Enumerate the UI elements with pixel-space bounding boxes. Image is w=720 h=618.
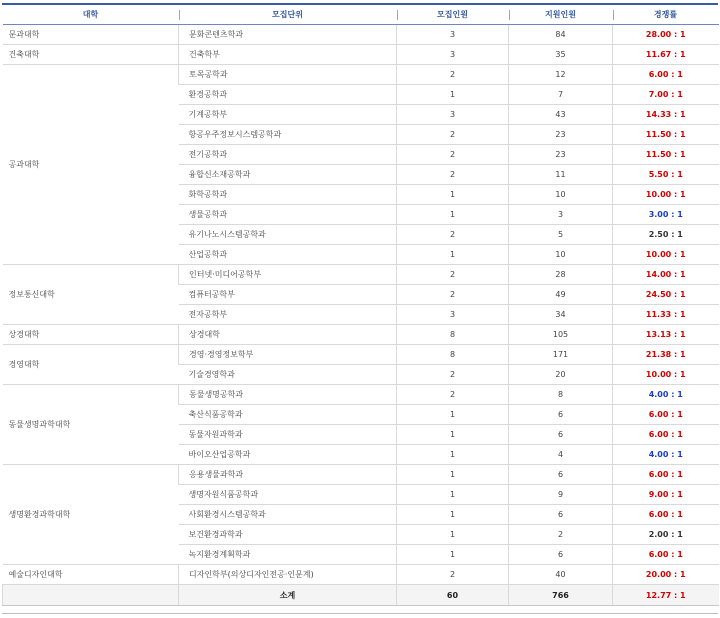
quota-value: 1 bbox=[397, 505, 509, 525]
competition-rate-value: 6.00 : 1 bbox=[613, 65, 719, 85]
applicants-value: 9 bbox=[509, 485, 613, 505]
quota-value: 2 bbox=[397, 125, 509, 145]
table-body bbox=[3, 25, 719, 585]
dept-name: 경영·경영정보학부 bbox=[179, 345, 397, 365]
dept-name: 산업공학과 bbox=[179, 245, 397, 265]
competition-rate-value: 7.00 : 1 bbox=[613, 85, 719, 105]
applicants-value: 105 bbox=[509, 325, 613, 345]
dept-name: 기계공학부 bbox=[179, 105, 397, 125]
competition-rate-value: 2.00 : 1 bbox=[613, 525, 719, 545]
applicants-value: 6 bbox=[509, 425, 613, 445]
table-row bbox=[3, 65, 719, 85]
dept-name: 항공우주정보시스템공학과 bbox=[179, 125, 397, 145]
applicants-value: 20 bbox=[509, 365, 613, 385]
dept-name: 생물공학과 bbox=[179, 205, 397, 225]
header-separator bbox=[613, 10, 614, 20]
header-separator bbox=[397, 10, 398, 20]
table-row bbox=[3, 265, 719, 285]
table-row bbox=[3, 565, 719, 585]
quota-value: 2 bbox=[397, 365, 509, 385]
competition-rate-value: 5.50 : 1 bbox=[613, 165, 719, 185]
competition-rate-value: 9.00 : 1 bbox=[613, 485, 719, 505]
dept-name: 동물자원과학과 bbox=[179, 425, 397, 445]
quota-value: 1 bbox=[397, 405, 509, 425]
table-row bbox=[3, 325, 719, 345]
applicants-value: 28 bbox=[509, 265, 613, 285]
competition-rate-value: 20.00 : 1 bbox=[613, 565, 719, 585]
quota-value: 1 bbox=[397, 185, 509, 205]
header-rate bbox=[613, 5, 719, 25]
dept-name: 인터넷·미디어공학부 bbox=[179, 265, 397, 285]
dept-name: 디자인학부(의상디자인전공·인문계) bbox=[179, 565, 397, 585]
competition-rate-value: 11.50 : 1 bbox=[613, 125, 719, 145]
quota-value: 8 bbox=[397, 325, 509, 345]
quota-value: 1 bbox=[397, 205, 509, 225]
header-separator bbox=[179, 10, 180, 20]
dept-name: 기술경영학과 bbox=[179, 365, 397, 385]
total-label: 소계 bbox=[179, 585, 397, 606]
header-quota-label: 모집인원 bbox=[437, 10, 468, 19]
dept-name: 토목공학과 bbox=[179, 65, 397, 85]
total-college-cell bbox=[3, 585, 179, 606]
header-college: 대학 bbox=[3, 5, 179, 25]
competition-rate-value: 28.00 : 1 bbox=[613, 25, 719, 45]
table-header-row bbox=[3, 5, 719, 25]
competition-rate-value: 6.00 : 1 bbox=[613, 545, 719, 565]
competition-rate-value: 21.38 : 1 bbox=[613, 345, 719, 365]
dept-name: 사회환경시스템공학과 bbox=[179, 505, 397, 525]
header-applicants-label: 지원인원 bbox=[545, 10, 576, 19]
applicants-value: 171 bbox=[509, 345, 613, 365]
competition-rate-value: 6.00 : 1 bbox=[613, 425, 719, 445]
quota-value: 1 bbox=[397, 425, 509, 445]
header-separator bbox=[509, 10, 510, 20]
quota-value: 3 bbox=[397, 105, 509, 125]
applicants-value: 8 bbox=[509, 385, 613, 405]
applicants-value: 34 bbox=[509, 305, 613, 325]
quota-value: 2 bbox=[397, 285, 509, 305]
applicants-value: 6 bbox=[509, 405, 613, 425]
dept-name: 건축학부 bbox=[179, 45, 397, 65]
competition-rate-value: 4.00 : 1 bbox=[613, 445, 719, 465]
header-applicants bbox=[509, 5, 613, 25]
quota-value: 1 bbox=[397, 445, 509, 465]
applicants-value: 40 bbox=[509, 565, 613, 585]
applicants-value: 23 bbox=[509, 145, 613, 165]
applicants-value: 5 bbox=[509, 225, 613, 245]
header-dept bbox=[179, 5, 397, 25]
table-bottom-border bbox=[2, 613, 718, 614]
dept-name: 컴퓨터공학부 bbox=[179, 285, 397, 305]
table-row bbox=[3, 465, 719, 485]
college-name: 정보통신대학 bbox=[3, 265, 179, 325]
total-applicants: 766 bbox=[509, 585, 613, 606]
dept-name: 동물생명공학과 bbox=[179, 385, 397, 405]
applicants-value: 10 bbox=[509, 245, 613, 265]
quota-value: 1 bbox=[397, 465, 509, 485]
applicants-value: 49 bbox=[509, 285, 613, 305]
dept-name: 융합신소재공학과 bbox=[179, 165, 397, 185]
competition-rate-value: 4.00 : 1 bbox=[613, 385, 719, 405]
dept-name: 전자공학부 bbox=[179, 305, 397, 325]
quota-value: 2 bbox=[397, 65, 509, 85]
applicants-value: 84 bbox=[509, 25, 613, 45]
dept-name: 생명자원식품공학과 bbox=[179, 485, 397, 505]
applicants-value: 6 bbox=[509, 545, 613, 565]
quota-value: 2 bbox=[397, 565, 509, 585]
quota-value: 1 bbox=[397, 525, 509, 545]
college-name: 생명환경과학대학 bbox=[3, 465, 179, 565]
quota-value: 3 bbox=[397, 305, 509, 325]
competition-rate-value: 14.33 : 1 bbox=[613, 105, 719, 125]
competition-rate-value: 2.50 : 1 bbox=[613, 225, 719, 245]
applicants-value: 4 bbox=[509, 445, 613, 465]
header-dept-label: 모집단위 bbox=[272, 10, 303, 19]
quota-value: 1 bbox=[397, 245, 509, 265]
competition-rate-value: 3.00 : 1 bbox=[613, 205, 719, 225]
applicants-value: 2 bbox=[509, 525, 613, 545]
competition-rate-value: 11.33 : 1 bbox=[613, 305, 719, 325]
competition-rate-value: 6.00 : 1 bbox=[613, 505, 719, 525]
quota-value: 1 bbox=[397, 85, 509, 105]
competition-rate-table bbox=[2, 5, 719, 606]
college-name: 예술디자인대학 bbox=[3, 565, 179, 585]
applicants-value: 35 bbox=[509, 45, 613, 65]
quota-value: 8 bbox=[397, 345, 509, 365]
quota-value: 2 bbox=[397, 145, 509, 165]
applicants-value: 11 bbox=[509, 165, 613, 185]
dept-name: 축산식품공학과 bbox=[179, 405, 397, 425]
header-rate-label: 경쟁률 bbox=[653, 10, 678, 19]
quota-value: 1 bbox=[397, 485, 509, 505]
competition-rate-value: 13.13 : 1 bbox=[613, 325, 719, 345]
quota-value: 3 bbox=[397, 25, 509, 45]
quota-value: 2 bbox=[397, 165, 509, 185]
quota-value: 2 bbox=[397, 265, 509, 285]
dept-name: 화학공학과 bbox=[179, 185, 397, 205]
dept-name: 보건환경과학과 bbox=[179, 525, 397, 545]
college-name: 건축대학 bbox=[3, 45, 179, 65]
dept-name: 상경대학 bbox=[179, 325, 397, 345]
dept-name: 바이오산업공학과 bbox=[179, 445, 397, 465]
applicants-value: 6 bbox=[509, 465, 613, 485]
applicants-value: 23 bbox=[509, 125, 613, 145]
table-row bbox=[3, 45, 719, 65]
dept-name: 응용생물과학과 bbox=[179, 465, 397, 485]
applicants-value: 3 bbox=[509, 205, 613, 225]
college-name: 동물생명과학대학 bbox=[3, 385, 179, 465]
admissions-table-container bbox=[2, 3, 718, 614]
table-row bbox=[3, 385, 719, 405]
college-name: 상경대학 bbox=[3, 325, 179, 345]
competition-rate-value: 24.50 : 1 bbox=[613, 285, 719, 305]
competition-rate-value: 11.67 : 1 bbox=[613, 45, 719, 65]
table-row bbox=[3, 25, 719, 45]
applicants-value: 43 bbox=[509, 105, 613, 125]
quota-value: 2 bbox=[397, 385, 509, 405]
dept-name: 전기공학과 bbox=[179, 145, 397, 165]
table-row bbox=[3, 345, 719, 365]
applicants-value: 6 bbox=[509, 505, 613, 525]
header-quota bbox=[397, 5, 509, 25]
college-name: 공과대학 bbox=[3, 65, 179, 265]
total-rate: 12.77 : 1 bbox=[613, 585, 719, 606]
dept-name: 녹지환경계획학과 bbox=[179, 545, 397, 565]
applicants-value: 10 bbox=[509, 185, 613, 205]
quota-value: 3 bbox=[397, 45, 509, 65]
competition-rate-value: 6.00 : 1 bbox=[613, 405, 719, 425]
applicants-value: 12 bbox=[509, 65, 613, 85]
total-quota: 60 bbox=[397, 585, 509, 606]
competition-rate-value: 10.00 : 1 bbox=[613, 245, 719, 265]
dept-name: 유기나노시스템공학과 bbox=[179, 225, 397, 245]
quota-value: 1 bbox=[397, 545, 509, 565]
quota-value: 2 bbox=[397, 225, 509, 245]
college-name: 문과대학 bbox=[3, 25, 179, 45]
total-row bbox=[3, 585, 719, 606]
dept-name: 환경공학과 bbox=[179, 85, 397, 105]
competition-rate-value: 14.00 : 1 bbox=[613, 265, 719, 285]
competition-rate-value: 10.00 : 1 bbox=[613, 365, 719, 385]
applicants-value: 7 bbox=[509, 85, 613, 105]
college-name: 경영대학 bbox=[3, 345, 179, 385]
competition-rate-value: 10.00 : 1 bbox=[613, 185, 719, 205]
dept-name: 문화콘텐츠학과 bbox=[179, 25, 397, 45]
competition-rate-value: 6.00 : 1 bbox=[613, 465, 719, 485]
competition-rate-value: 11.50 : 1 bbox=[613, 145, 719, 165]
